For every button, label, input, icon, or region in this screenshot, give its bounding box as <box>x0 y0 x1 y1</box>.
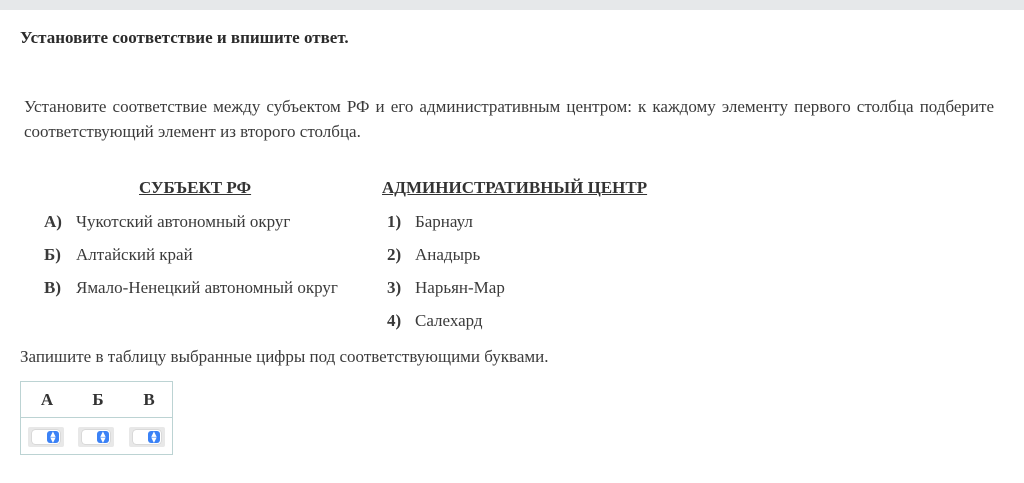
right-item-text: Анадырь <box>415 245 481 264</box>
left-item-v <box>44 278 338 298</box>
left-item-b <box>44 245 193 265</box>
left-item-text: Алтайский край <box>76 245 193 264</box>
answer-table-header <box>21 382 172 418</box>
right-item-text: Нарьян-Мар <box>415 278 505 297</box>
select-box[interactable] <box>32 430 60 444</box>
right-item-1 <box>387 212 473 232</box>
answer-table <box>20 381 173 455</box>
select-box[interactable] <box>133 430 161 444</box>
top-bar <box>0 0 1024 10</box>
select-box[interactable] <box>82 430 110 444</box>
answer-instruction: Запишите в таблицу выбранные цифры под соответствующими буквами. <box>20 347 549 366</box>
right-item-4 <box>387 311 483 331</box>
updown-chevron-icon[interactable]: ▲ ▼ <box>47 431 59 443</box>
right-item-key: 1) <box>387 212 402 231</box>
answer-select-v[interactable] <box>129 427 165 447</box>
right-item-3 <box>387 278 505 298</box>
answer-select-a[interactable] <box>28 427 64 447</box>
right-item-key: 4) <box>387 311 402 330</box>
left-item-text: Ямало-Ненецкий автономный округ <box>76 278 338 297</box>
right-item-text: Барнаул <box>415 212 473 231</box>
left-item-key: В) <box>44 278 61 297</box>
question-text: Установите соответствие между субъектом РФ и его административным центром: к каждому элементу первого столбца подберите соответствующий элемент из второго столбца. <box>24 97 994 141</box>
right-item-2 <box>387 245 480 265</box>
right-item-key: 2) <box>387 245 402 264</box>
left-column-header: СУБЪЕКТ РФ <box>139 178 252 197</box>
left-item-key: А) <box>44 212 62 231</box>
left-item-text: Чукотский автономный округ <box>76 212 291 231</box>
task-heading: Установите соответствие и впишите ответ. <box>20 28 349 47</box>
left-item-a <box>44 212 290 232</box>
answer-letter-a: А <box>40 390 54 409</box>
updown-chevron-icon[interactable]: ▲ ▼ <box>148 431 160 443</box>
answer-select-b[interactable] <box>78 427 114 447</box>
answer-letter-b: Б <box>92 390 104 409</box>
right-item-text: Салехард <box>415 311 483 330</box>
answer-letter-v: В <box>143 390 155 409</box>
right-column-header: АДМИНИСТРАТИВНЫЙ ЦЕНТР <box>382 178 648 197</box>
left-item-key: Б) <box>44 245 61 264</box>
updown-chevron-icon[interactable]: ▲ ▼ <box>97 431 109 443</box>
right-item-key: 3) <box>387 278 402 297</box>
